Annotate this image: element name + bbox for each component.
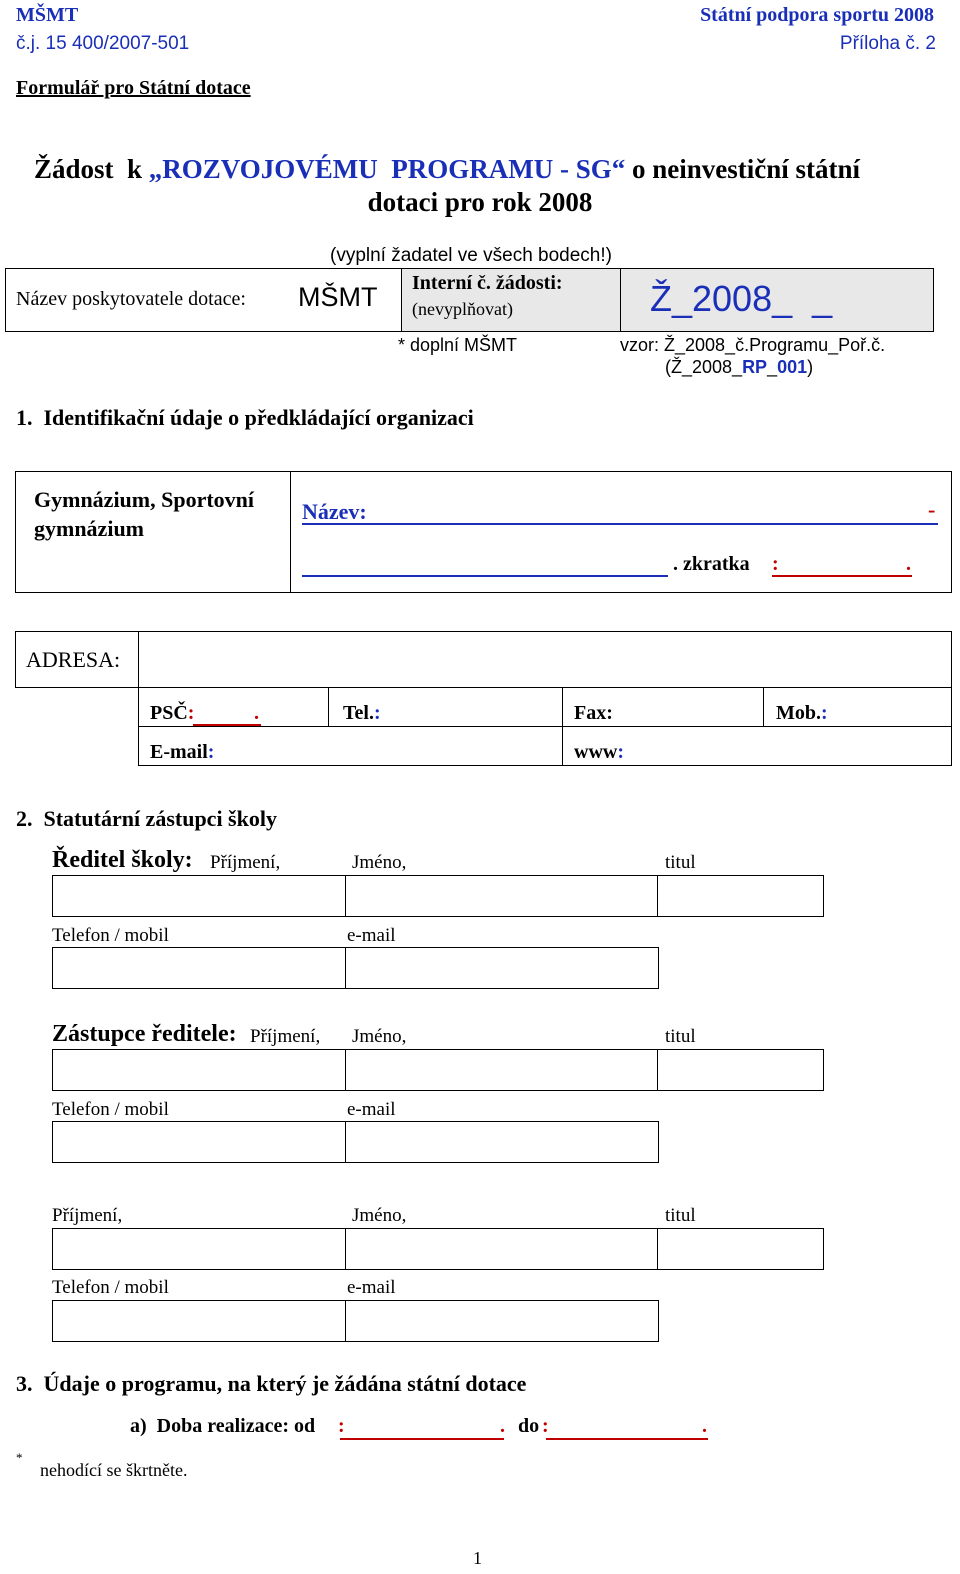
example-prefix: (Ž_2008_ (665, 357, 743, 377)
psc-dot: . (254, 702, 259, 724)
period-from-field[interactable] (340, 1438, 504, 1440)
contact-vline-1 (328, 687, 329, 727)
address-divider (138, 631, 139, 688)
director-surname-field[interactable] (52, 875, 347, 917)
main-title-part2: o neinvestiční státní (625, 154, 861, 184)
third-firstname-field[interactable] (345, 1228, 659, 1270)
name-underline[interactable] (302, 523, 938, 525)
main-title-line2: dotaci pro rok 2008 (367, 187, 593, 217)
example-underscore: _ (767, 357, 778, 377)
abbreviation-dot: . (906, 553, 911, 575)
www-colon: : (617, 741, 625, 763)
contact-divider (138, 726, 952, 727)
period-to-colon: : (542, 1415, 549, 1437)
section2-title: 2. Statutární zástupci školy (16, 806, 277, 831)
deputy-email-field[interactable] (345, 1121, 659, 1163)
name-continuation-underline[interactable] (302, 575, 668, 577)
third-phone-field[interactable] (52, 1300, 347, 1342)
provider-value: MŠMT (298, 282, 378, 312)
director-email-label: e-mail (347, 925, 396, 946)
number-example (665, 357, 813, 378)
page-number: 1 (473, 1548, 482, 1568)
www-label: www (574, 741, 618, 763)
third-surname-label: Příjmení, (52, 1205, 123, 1226)
mob-label: Mob. (776, 702, 821, 724)
psc-colon: : (187, 702, 195, 724)
director-phone-field[interactable] (52, 947, 347, 989)
director-degree-field[interactable] (657, 875, 824, 917)
director-degree-label: titul (665, 852, 696, 873)
org-divider (290, 471, 291, 593)
deputy-surname-label: Příjmení, (250, 1026, 321, 1047)
footnote-mšmt: * doplní MŠMT (398, 335, 518, 355)
example-number: 001 (777, 357, 808, 377)
email-label: E-mail (150, 741, 208, 763)
third-phone-label: Telefon / mobil (52, 1277, 169, 1298)
deputy-surname-field[interactable] (52, 1049, 347, 1091)
internal-number-value: Ž_2008_ _ (650, 278, 833, 319)
section3-title: 3. Údaje o programu, na který je žádána státní dotace (16, 1371, 527, 1396)
third-firstname-label: Jméno, (352, 1205, 407, 1226)
director-email-field[interactable] (345, 947, 659, 989)
email-colon: : (207, 741, 215, 763)
fax-field[interactable]: Fax: (574, 702, 613, 724)
internal-number-label: Interní č. žádosti: (412, 272, 563, 294)
director-firstname-field[interactable] (345, 875, 659, 917)
deputy-firstname-field[interactable] (345, 1049, 659, 1091)
third-degree-field[interactable] (657, 1228, 824, 1270)
psc-field[interactable] (150, 702, 194, 725)
section1-title: 1. Identifikační údaje o předkládající organizaci (16, 405, 474, 430)
abbreviation-colon: : (772, 553, 779, 575)
mob-colon: : (821, 702, 828, 724)
tel-colon: : (373, 702, 381, 724)
deputy-phone-field[interactable] (52, 1121, 347, 1163)
example-rp: RP (742, 357, 768, 377)
fill-note: (vyplní žadatel ve všech bodech!) (330, 245, 612, 266)
address-field[interactable] (140, 633, 950, 686)
organization-type[interactable]: Gymnázium, Sportovní gymnázium (34, 487, 255, 541)
period-from-colon: : (338, 1415, 345, 1437)
contact-vline-3 (763, 687, 764, 727)
footnote-mark: * (16, 1450, 23, 1465)
deputy-email-label: e-mail (347, 1099, 396, 1120)
header-right-title: Státní podpora sportu 2008 (700, 4, 934, 26)
third-email-label: e-mail (347, 1277, 396, 1298)
example-suffix: ) (807, 357, 814, 377)
contact-vline-2 (562, 687, 563, 766)
director-surname-label: Příjmení, (210, 852, 281, 873)
deputy-degree-label: titul (665, 1026, 696, 1047)
psc-underline[interactable] (193, 724, 261, 726)
reference-number: č.j. 15 400/2007-501 (16, 33, 190, 54)
deputy-phone-label: Telefon / mobil (52, 1099, 169, 1120)
number-pattern: vzor: Ž_2008_č.Programu_Poř.č. (620, 335, 886, 355)
main-title-program: „ROZVOJOVÉMU PROGRAMU - SG“ (148, 154, 626, 184)
main-title-part1: Žádost k (34, 154, 149, 184)
internal-divider (620, 268, 621, 332)
abbreviation-underline[interactable] (772, 575, 912, 577)
mob-field[interactable] (776, 702, 828, 725)
header-left-title: MŠMT (16, 4, 79, 26)
period-to-dot: . (702, 1415, 707, 1437)
attachment-label: Příloha č. 2 (839, 33, 936, 54)
footnote-text: nehodící se škrtněte. (40, 1460, 188, 1480)
email-field[interactable] (150, 741, 214, 764)
name-label: Název: (302, 499, 367, 524)
abbreviation-label: . zkratka (673, 553, 750, 575)
address-label: ADRESA: (26, 647, 121, 672)
director-firstname-label: Jméno, (352, 852, 407, 873)
name-dash: - (928, 497, 936, 522)
tel-field[interactable] (343, 702, 381, 725)
third-surname-field[interactable] (52, 1228, 347, 1270)
period-to-field[interactable] (546, 1438, 708, 1440)
period-from-dot: . (500, 1415, 505, 1437)
period-to-label: do (508, 1415, 540, 1437)
deputy-label: Zástupce ředitele: (52, 1021, 237, 1047)
tel-label: Tel. (343, 702, 374, 724)
main-title (34, 154, 860, 185)
director-label: Ředitel školy: (52, 847, 193, 873)
director-phone-label: Telefon / mobil (52, 925, 169, 946)
www-field[interactable] (574, 741, 624, 764)
period-from-label: a) Doba realizace: od (130, 1415, 316, 1437)
deputy-degree-field[interactable] (657, 1049, 824, 1091)
deputy-firstname-label: Jméno, (352, 1026, 407, 1047)
provider-label: Název poskytovatele dotace: (16, 288, 246, 310)
form-title: Formulář pro Státní dotace (16, 77, 251, 99)
third-email-field[interactable] (345, 1300, 659, 1342)
internal-number-note: (nevyplňovat) (412, 299, 513, 319)
psc-label: PSČ (150, 702, 188, 724)
third-degree-label: titul (665, 1205, 696, 1226)
